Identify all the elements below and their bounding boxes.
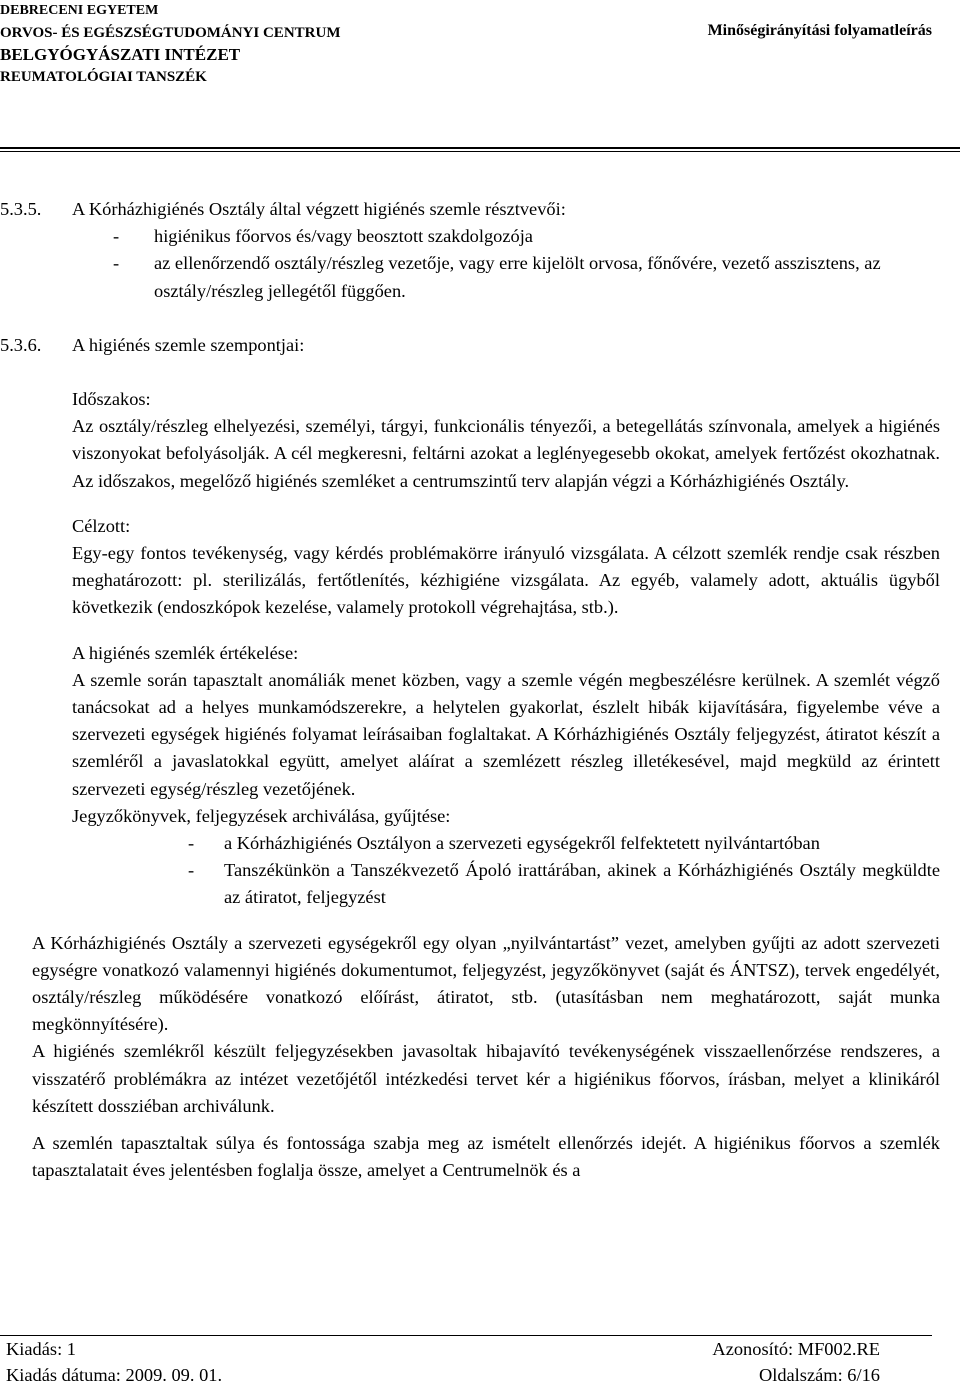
document-type: Minőségirányítási folyamatleírás: [707, 22, 932, 39]
subheading-targeted: Célzott:: [72, 515, 131, 536]
paragraph-periodic: Az osztály/részleg elhelyezési, személyi, tárgyi, funkcionális tényezői, a betegellátás színvonala, amelyek a higiénés viszonyokat befolyásolják. A cél megkeresni, feltárni azokat a leglényegesebb okokat, amelyek fertőzést okozhatnak. Az időszakos, megelőző higiénés szemléket a centrumszintű terv alapján végzi a Kórházhigiénés Osztály.: [72, 416, 940, 491]
section-number: 5.3.5.: [0, 199, 42, 219]
page-number-label: Oldalszám: 6/16: [758, 1365, 880, 1385]
list-item: - Tanszékünkön a Tanszékvezető Ápoló irattárában, akinek a Kórházhigiénés Osztály megküldte az átiratot, feljegyzést: [188, 860, 940, 908]
section-number: 5.3.6.: [0, 334, 42, 355]
centre-name: ORVOS- ÉS EGÉSZSÉGTUDOMÁNYI CENTRUM: [0, 25, 341, 41]
header-rule: [0, 147, 960, 149]
paragraph: A szemlén tapasztaltak súlya és fontossága szabja meg az ismételt ellenőrzés idejét. A higiénikus főorvos a szemlék tapasztalatait éves jelentésben foglalja össze, amelyet a Centrumelnök és a: [32, 1133, 940, 1181]
list-item: - az ellenőrzendő osztály/részleg vezetője, vagy erre kijelölt orvosa, főnővére, vezető asszisztens, az osztály/részleg jellegétől függően.: [113, 253, 881, 301]
department-name: REUMATOLÓGIAI TANSZÉK: [0, 69, 207, 85]
list-item: - a Kórházhigiénés Osztályon a szervezeti egységekről felfektetett nyilvántartóban: [188, 833, 820, 854]
edition-date-label: Kiadás dátuma: 2009. 09. 01.: [6, 1365, 223, 1385]
section-title: A Kórházhigiénés Osztály által végzett higiénés szemle résztvevői:: [72, 199, 566, 219]
page-footer: [0, 1335, 960, 1388]
subheading-evaluation: A higiénés szemlék értékelése:: [72, 642, 299, 663]
paragraph: A Kórházhigiénés Osztály a szervezeti egységekről egy olyan „nyilvántartást” vezet, amelyben gyűjti az adott szervezeti egységre vonatkozó valamennyi higiénés dokumentumot, feljegyzést, jegyzőkönyvet (saját és ÁNTSZ), tervek engedélyét, osztály/részleg működésére vonatkozó előírást, átiratot, stb. (utasításban nem meghatározott, saját munka megkönnyítésére).: [32, 932, 940, 1035]
university-name: DEBRECENI EGYETEM: [0, 3, 159, 18]
subheading-archiving: Jegyzőkönyvek, feljegyzések archiválása, gyűjtése:: [72, 805, 451, 826]
list-item: - higiénikus főorvos és/vagy beosztott szakdolgozója: [113, 226, 533, 247]
edition-label: Kiadás: 1: [6, 1339, 76, 1359]
header-institution: [0, 0, 340, 88]
paragraph: A higiénés szemlékről készült feljegyzésekben javasoltak hibajavító tevékenységének visszaellenőrzése rendszeres, a visszatérő problémákra az intézet vezetőjétől intézkedési tervet kér a higiénikus főorvos, írásban, melyet a klinikáról készített dossziéban archiválunk.: [32, 1041, 940, 1116]
institute-name: BELGYÓGYÁSZATI INTÉZET: [0, 45, 241, 64]
header-rule-thin: [0, 151, 960, 152]
section-title: A higiénés szemle szempontjai:: [72, 334, 305, 355]
page-content: [0, 196, 960, 1185]
subheading-periodic: Időszakos:: [72, 389, 151, 410]
section-heading: [0, 332, 960, 359]
paragraph-targeted: Egy-egy fontos tevékenység, vagy kérdés problémakörre irányuló vizsgálata. A célzott szemlék rendje csak részben meghatározott: pl. sterilizálás, fertőtlenítés, kézhigiéne vizsgálata. Az egyéb, valamely adott, aktuális ügyből következik (endoszkópok kezelése, valamely protokoll végrehajtása, stb.).: [72, 543, 940, 618]
section-heading: [0, 196, 960, 223]
identifier-label: Azonosító: MF002.RE: [712, 1339, 880, 1359]
paragraph-evaluation: A szemle során tapasztalt anomáliák menet közben, vagy a szemle végén megbeszélésre kerülnek. A szemlét végző tanácsokat ad a helyes munkamódszerekre, a helytelen gyakorlat, észlelt hibák kijavítására, figyelembe véve a szervezeti egységek higiénés folyamat leírásaiban foglaltakat. A Kórházhigiénés Osztály feljegyzést, átiratot készít a szemléről a javaslatokkal együtt, amelyet aláírat a szemlézett részleg illetékesével, majd megküld az érintett szervezeti egység/részleg vezetőjének.: [72, 669, 940, 799]
